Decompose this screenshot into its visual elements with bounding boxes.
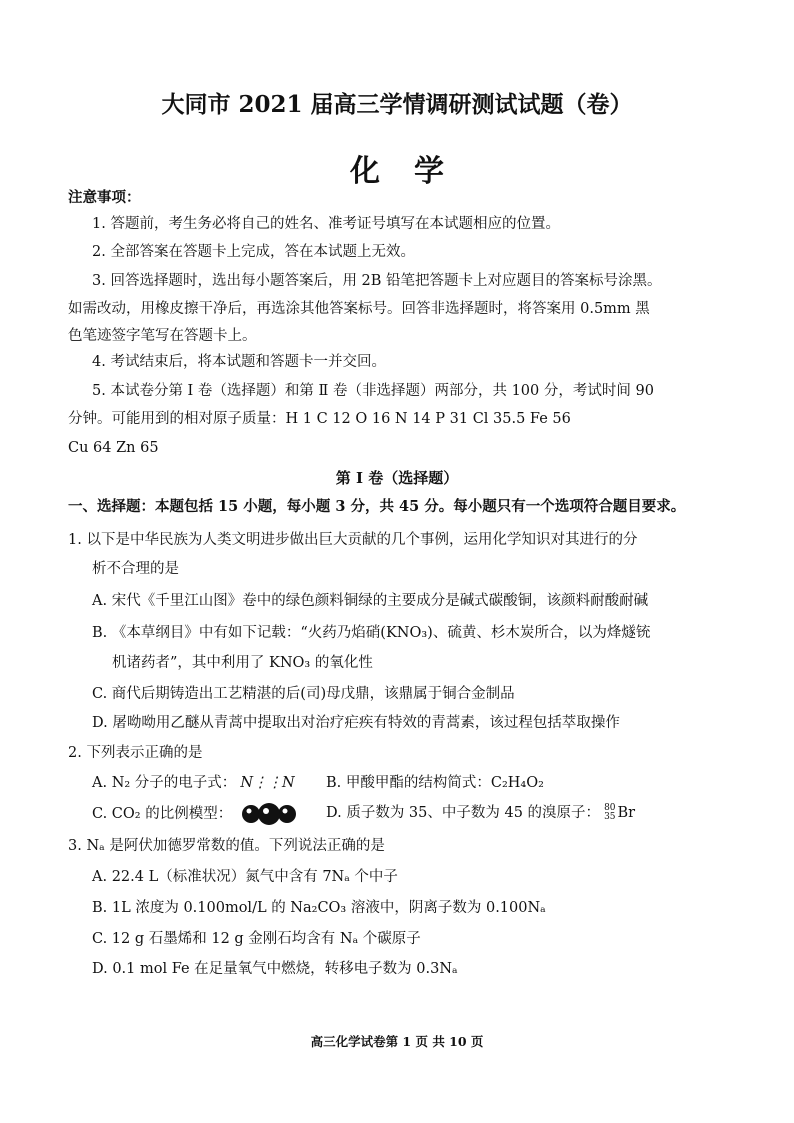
q1-stem-line2: 析不合理的是 bbox=[92, 561, 179, 577]
q3-option-c: C. 12 g 石墨烯和 12 g 金刚石均含有 Nₐ 个碳原子 bbox=[92, 931, 421, 947]
subject-title: 化学 bbox=[350, 154, 478, 189]
q2-option-b: B. 甲酸甲酯的结构简式：C₂H₄O₂ bbox=[326, 775, 544, 791]
n2-electron-formula: N⋮⋮N bbox=[240, 775, 295, 791]
q3-option-b: B. 1L 浓度为 0.100mol/L 的 Na₂CO₃ 溶液中，阴离子数为 0.100Nₐ bbox=[92, 900, 546, 916]
exam-title: 大同市 2021 届高三学情调研测试试题（卷） bbox=[161, 91, 633, 118]
q1-option-b-line1: B. 《本草纲目》中有如下记载：“火药乃焰硝(KNO₃)、硫黄、杉木炭所合，以为烽燧铳 bbox=[92, 625, 651, 641]
mass-number: 80 bbox=[604, 803, 616, 813]
q3-option-d: D. 0.1 mol Fe 在足量氧气中燃烧，转移电子数为 0.3Nₐ bbox=[92, 961, 458, 977]
note-5-line3: Cu 64 Zn 65 bbox=[68, 440, 159, 456]
q1-option-b-line2: 机诸药者”，其中利用了 KNO₃ 的氧化性 bbox=[112, 655, 373, 671]
q2-option-d-label: D. 质子数为 35、中子数为 45 的溴原子： bbox=[326, 805, 601, 821]
part1-instruction: 一、选择题：本题包括 15 小题，每小题 3 分，共 45 分。每小题只有一个选项符合题目要求。 bbox=[68, 498, 686, 515]
note-5-line2: 分钟。可能用到的相对原子质量：H 1 C 12 O 16 N 14 P 31 Cl 35.5 Fe 56 bbox=[68, 411, 571, 427]
q2-option-a-label: A. N₂ 分子的电子式： bbox=[92, 775, 237, 791]
notes-heading: 注意事项： bbox=[68, 189, 141, 206]
atomic-number: 35 bbox=[604, 812, 616, 822]
co2-space-filling-model-icon bbox=[238, 803, 300, 825]
page-footer: 高三化学试卷第 1 页 共 10 页 bbox=[310, 1034, 484, 1049]
note-4: 4. 考试结束后，将本试题和答题卡一并交回。 bbox=[92, 354, 386, 370]
q3-stem: 3. Nₐ 是阿伏加德罗常数的值。下列说法正确的是 bbox=[68, 838, 385, 854]
q1-option-a: A. 宋代《千里江山图》卷中的绿色颜料铜绿的主要成分是碱式碳酸铜，该颜料耐酸耐碱 bbox=[92, 593, 649, 609]
note-3-line3: 色笔迹签字笔写在答题卡上。 bbox=[68, 328, 257, 344]
note-5-line1: 5. 本试卷分第 Ⅰ 卷（选择题）和第 Ⅱ 卷（非选择题）两部分，共 100 分，考试时间 90 bbox=[92, 383, 654, 399]
note-3-line2: 如需改动，用橡皮擦干净后，再选涂其他答案标号。回答非选择题时，将答案用 0.5mm 黑 bbox=[68, 301, 650, 317]
note-1: 1. 答题前，考生务必将自己的姓名、准考证号填写在本试题相应的位置。 bbox=[92, 216, 560, 232]
isotope-numbers bbox=[604, 804, 615, 822]
note-2: 2. 全部答案在答题卡上完成，答在本试题上无效。 bbox=[92, 244, 415, 260]
q2-option-a bbox=[92, 773, 295, 793]
part1-title: 第 Ⅰ 卷（选择题） bbox=[335, 469, 459, 487]
q2-stem: 2. 下列表示正确的是 bbox=[68, 745, 203, 761]
note-3-line1: 3. 回答选择题时，选出每小题答案后，用 2B 铅笔把答题卡上对应题目的答案标号涂黑。 bbox=[92, 273, 662, 289]
q2-option-c-label: C. CO₂ 的比例模型： bbox=[92, 806, 233, 822]
q3-option-a: A. 22.4 L（标准状况）氮气中含有 7Nₐ 个中子 bbox=[92, 869, 398, 885]
q2-option-d bbox=[326, 803, 635, 823]
q2-option-c bbox=[92, 803, 306, 825]
q1-option-c: C. 商代后期铸造出工艺精湛的后(司)母戊鼎，该鼎属于铜合金制品 bbox=[92, 686, 515, 702]
q1-option-d: D. 屠呦呦用乙醚从青蒿中提取出对治疗疟疾有特效的青蒿素，该过程包括萃取操作 bbox=[92, 715, 620, 731]
element-symbol: Br bbox=[617, 805, 636, 821]
q1-stem-line1: 1. 以下是中华民族为人类文明进步做出巨大贡献的几个事例，运用化学知识对其进行的分 bbox=[68, 532, 638, 548]
